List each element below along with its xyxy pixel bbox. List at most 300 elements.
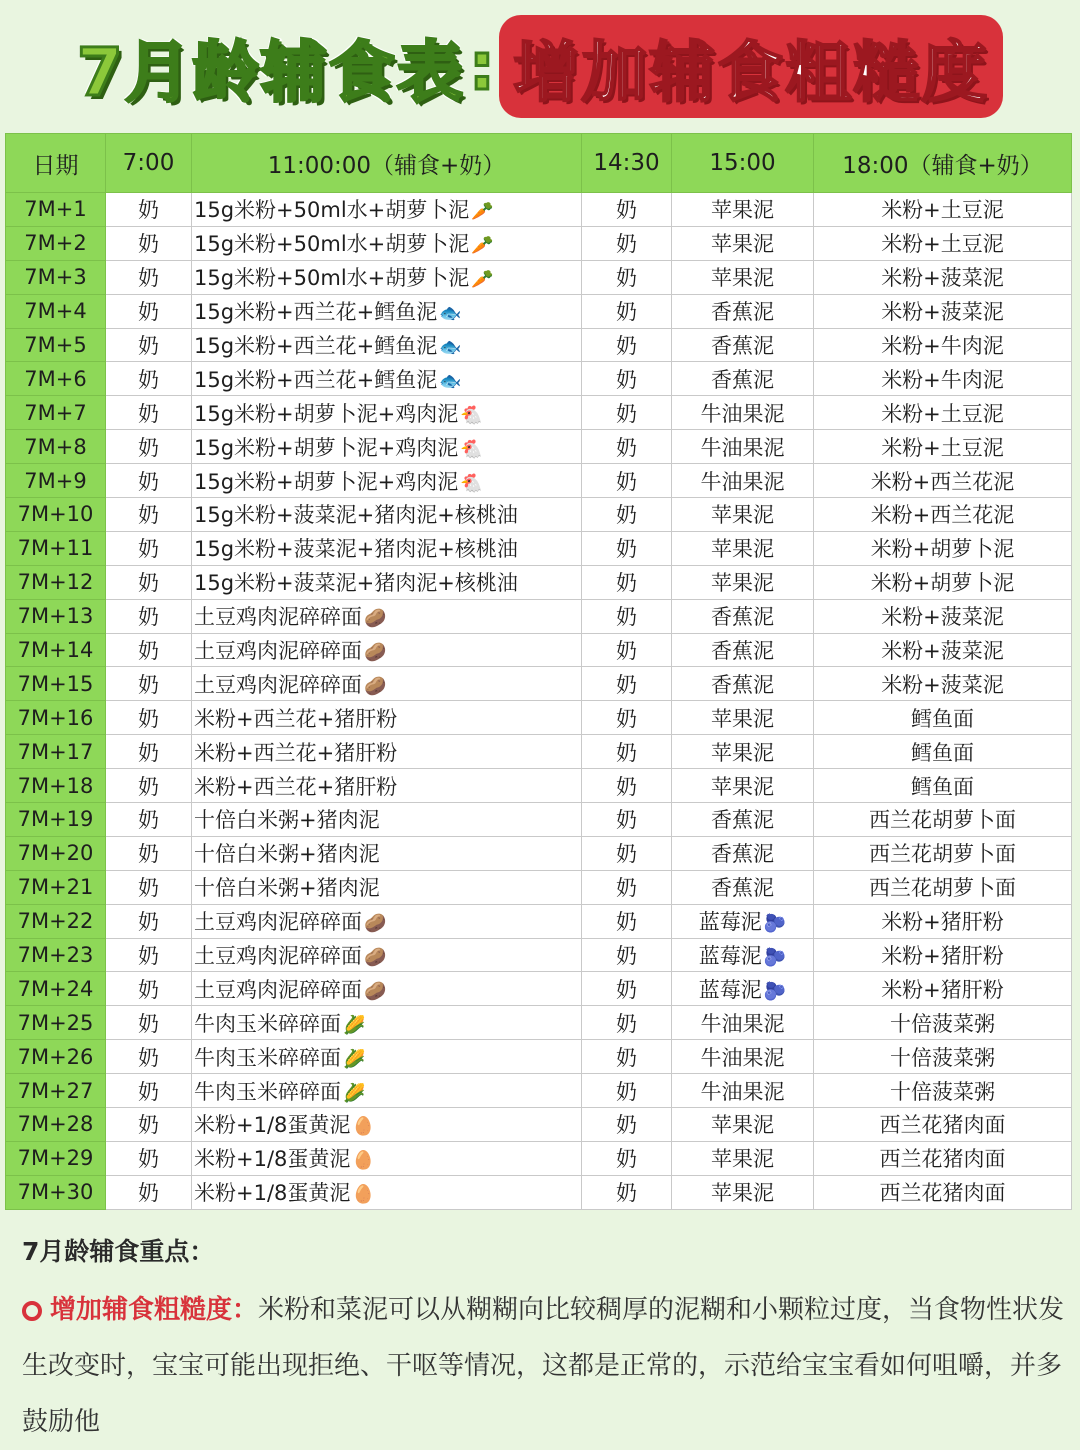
cell-0700 <box>106 430 192 464</box>
cell-1500 <box>672 328 814 362</box>
cell-1500-text: 牛油果泥 <box>700 1011 785 1036</box>
cell-0700 <box>106 226 192 260</box>
cell-1430 <box>582 1141 672 1175</box>
cell-1800 <box>814 362 1072 396</box>
cell-1800 <box>814 328 1072 362</box>
cell-1430-text: 奶 <box>616 1147 637 1172</box>
table-row <box>6 1006 1072 1040</box>
cell-1430 <box>582 904 672 938</box>
cell-0700 <box>106 260 192 294</box>
cell-0700-text: 奶 <box>138 977 159 1002</box>
cell-1100-text: 十倍白米粥+猪肉泥 <box>194 876 380 901</box>
cell-1430 <box>582 701 672 735</box>
cell-1500 <box>672 362 814 396</box>
cell-1500 <box>672 464 814 498</box>
cell-1430 <box>582 226 672 260</box>
food-emoji-icon: 🐔 <box>460 404 483 426</box>
cell-1430 <box>582 803 672 837</box>
cell-0700 <box>106 938 192 972</box>
cell-1800-text: 米粉+猪肝粉 <box>881 910 1004 935</box>
cell-0700 <box>106 362 192 396</box>
table-row <box>6 362 1072 396</box>
cell-1430 <box>582 531 672 565</box>
cell-0700 <box>106 1074 192 1108</box>
cell-0700-text: 奶 <box>138 367 159 392</box>
cell-1430 <box>582 1040 672 1074</box>
cell-date-text: 7M+29 <box>17 1146 94 1171</box>
cell-1500 <box>672 972 814 1006</box>
cell-1500-text: 苹果泥 <box>711 706 774 731</box>
cell-1800-text: 米粉+土豆泥 <box>881 198 1004 223</box>
cell-0700-text: 奶 <box>138 1011 159 1036</box>
cell-1500-text: 蓝莓泥 <box>698 910 762 935</box>
table-row <box>6 226 1072 260</box>
food-emoji-icon: 🫐 <box>763 980 787 1002</box>
food-emoji-icon: 🥔 <box>364 675 387 697</box>
cell-1100-text: 十倍白米粥+猪肉泥 <box>194 808 380 833</box>
cell-1500-text: 香蕉泥 <box>711 334 774 358</box>
cell-1430 <box>582 1108 672 1142</box>
cell-1100 <box>192 701 582 735</box>
cell-1800 <box>814 1040 1072 1074</box>
cell-1430-text: 奶 <box>616 334 637 358</box>
cell-1100-text: 米粉+1/8蛋黄泥 <box>194 1181 351 1206</box>
table-row <box>6 1108 1072 1142</box>
cell-1100-text: 土豆鸡肉泥碎碎面 <box>194 639 362 664</box>
cell-0700 <box>106 667 192 701</box>
cell-1800 <box>814 803 1072 837</box>
red-circle-icon <box>22 1301 42 1321</box>
cell-1500-text: 苹果泥 <box>711 774 774 799</box>
cell-1800-text: 米粉+西兰花泥 <box>870 503 1015 528</box>
cell-1100 <box>192 328 582 362</box>
cell-1430 <box>582 1074 672 1108</box>
cell-1500-text: 牛油果泥 <box>700 401 785 426</box>
cell-date <box>6 1074 106 1108</box>
cell-1430-text: 奶 <box>616 1011 637 1036</box>
cell-1500-text: 苹果泥 <box>711 537 774 562</box>
cell-1800-text: 西兰花猪肉面 <box>879 1181 1006 1206</box>
food-emoji-icon: 🥕 <box>471 269 494 291</box>
cell-1100 <box>192 769 582 803</box>
table-row <box>6 1074 1072 1108</box>
cell-0700-text: 奶 <box>138 571 159 596</box>
cell-1800 <box>814 904 1072 938</box>
cell-1800-text: 十倍菠菜粥 <box>890 1045 995 1070</box>
cell-0700-text: 奶 <box>138 300 159 325</box>
cell-1100-text: 米粉+西兰花+猪肝粉 <box>194 774 398 799</box>
cell-1100 <box>192 1006 582 1040</box>
cell-1800-text: 米粉+牛肉泥 <box>881 334 1004 358</box>
cell-date-text: 7M+7 <box>24 400 87 425</box>
cell-1800 <box>814 294 1072 328</box>
cell-0700 <box>106 565 192 599</box>
page-title <box>0 0 1080 132</box>
food-emoji-icon: 🫐 <box>763 947 787 969</box>
cell-1500 <box>672 599 814 633</box>
cell-date <box>6 498 106 532</box>
cell-1800-text: 米粉+土豆泥 <box>881 232 1004 257</box>
cell-1100-text: 15g米粉+菠菜泥+猪肉泥+核桃油 <box>194 503 518 528</box>
cell-1800 <box>814 1108 1072 1142</box>
cell-1500-text: 香蕉泥 <box>711 367 774 392</box>
cell-0700 <box>106 531 192 565</box>
table-row <box>6 430 1072 464</box>
cell-1500-text: 香蕉泥 <box>711 876 774 901</box>
cell-date <box>6 836 106 870</box>
header-0700: 7:00 <box>106 134 192 193</box>
cell-1100-text: 15g米粉+胡萝卜泥+鸡肉泥 <box>194 435 459 460</box>
cell-date-text: 7M+11 <box>17 536 94 561</box>
cell-1430 <box>582 193 672 227</box>
cell-1500 <box>672 396 814 430</box>
cell-1800 <box>814 769 1072 803</box>
cell-1430-text: 奶 <box>616 706 637 731</box>
cell-date <box>6 701 106 735</box>
cell-date <box>6 294 106 328</box>
cell-1430 <box>582 565 672 599</box>
cell-date-text: 7M+22 <box>17 909 94 934</box>
food-emoji-icon: 🥔 <box>364 980 387 1002</box>
cell-1500 <box>672 938 814 972</box>
cell-1500-text: 香蕉泥 <box>711 300 774 325</box>
cell-1430 <box>582 260 672 294</box>
cell-0700-text: 奶 <box>138 740 159 765</box>
cell-0700 <box>106 1040 192 1074</box>
cell-0700-text: 奶 <box>138 503 159 528</box>
cell-0700 <box>106 1141 192 1175</box>
cell-1430-text: 奶 <box>616 1181 637 1206</box>
cell-1100 <box>192 870 582 904</box>
cell-1800 <box>814 565 1072 599</box>
food-emoji-icon: 🥕 <box>471 201 494 223</box>
cell-1430-text: 奶 <box>616 1079 637 1104</box>
cell-1100-text: 15g米粉+菠菜泥+猪肉泥+核桃油 <box>194 537 518 562</box>
cell-date <box>6 531 106 565</box>
cell-0700 <box>106 701 192 735</box>
cell-1430-text: 奶 <box>616 469 637 494</box>
cell-1500-text: 牛油果泥 <box>700 1079 785 1104</box>
cell-0700-text: 奶 <box>138 1113 159 1138</box>
cell-1430-text: 奶 <box>616 503 637 528</box>
title-part1: 7月龄辅食表 <box>76 33 465 111</box>
cell-1800 <box>814 1006 1072 1040</box>
cell-1500 <box>672 667 814 701</box>
cell-1800 <box>814 1074 1072 1108</box>
cell-date <box>6 1141 106 1175</box>
cell-date <box>6 362 106 396</box>
cell-1500 <box>672 633 814 667</box>
cell-1500-text: 牛油果泥 <box>700 469 785 494</box>
cell-1500-text: 香蕉泥 <box>711 672 774 697</box>
cell-date-text: 7M+24 <box>17 976 94 1001</box>
cell-1100-text: 15g米粉+西兰花+鳕鱼泥 <box>194 300 438 325</box>
cell-1500 <box>672 565 814 599</box>
cell-1100 <box>192 972 582 1006</box>
cell-1100 <box>192 531 582 565</box>
cell-1100 <box>192 193 582 227</box>
cell-1800 <box>814 1175 1072 1209</box>
cell-1800-text: 米粉+菠菜泥 <box>881 605 1004 630</box>
cell-1800-text: 米粉+牛肉泥 <box>881 367 1004 392</box>
cell-1800 <box>814 430 1072 464</box>
notes-text: 米粉和菜泥可以从糊糊向比较稠厚的泥糊和小颗粒过度，当食物性状发生改变时，宝宝可能出现拒绝、干呕等情况，这都是正常的，示范给宝宝看如何咀嚼，并多鼓励他 <box>22 1295 1065 1437</box>
cell-1430 <box>582 633 672 667</box>
cell-1100-text: 土豆鸡肉泥碎碎面 <box>194 672 362 697</box>
cell-date-text: 7M+6 <box>24 366 87 391</box>
cell-date <box>6 1175 106 1209</box>
cell-date <box>6 193 106 227</box>
cell-1500 <box>672 430 814 464</box>
cell-date <box>6 633 106 667</box>
food-emoji-icon: 🥚 <box>352 1184 375 1206</box>
cell-1100-text: 牛肉玉米碎碎面 <box>194 1011 341 1036</box>
cell-0700-text: 奶 <box>138 808 159 833</box>
cell-0700 <box>106 972 192 1006</box>
cell-1100 <box>192 1175 582 1209</box>
table-row <box>6 565 1072 599</box>
cell-1500 <box>672 769 814 803</box>
cell-1800 <box>814 735 1072 769</box>
cell-1430 <box>582 769 672 803</box>
cell-date <box>6 1040 106 1074</box>
cell-0700 <box>106 396 192 430</box>
table-row <box>6 396 1072 430</box>
cell-0700-text: 奶 <box>138 232 159 257</box>
cell-1100 <box>192 836 582 870</box>
food-emoji-icon: 🥚 <box>352 1116 375 1138</box>
cell-1800 <box>814 938 1072 972</box>
cell-date-text: 7M+9 <box>24 468 87 493</box>
cell-1430 <box>582 599 672 633</box>
title-colon: : <box>468 27 496 105</box>
cell-1430-text: 奶 <box>616 537 637 562</box>
cell-1430-text: 奶 <box>616 198 637 223</box>
cell-0700 <box>106 294 192 328</box>
cell-1100 <box>192 260 582 294</box>
cell-0700-text: 奶 <box>138 639 159 664</box>
food-emoji-icon: 🥔 <box>364 913 387 935</box>
cell-1800-text: 米粉+胡萝卜泥 <box>870 571 1015 596</box>
cell-1500-text: 苹果泥 <box>711 1181 774 1206</box>
cell-date <box>6 803 106 837</box>
cell-1430-text: 奶 <box>616 740 637 765</box>
cell-1800 <box>814 226 1072 260</box>
cell-1500 <box>672 260 814 294</box>
table-row <box>6 701 1072 735</box>
cell-date-text: 7M+14 <box>17 638 94 663</box>
cell-1500-text: 牛油果泥 <box>700 1045 785 1070</box>
cell-1500 <box>672 803 814 837</box>
table-row <box>6 769 1072 803</box>
table-row <box>6 836 1072 870</box>
cell-0700 <box>106 769 192 803</box>
cell-0700-text: 奶 <box>138 537 159 562</box>
cell-1430-text: 奶 <box>616 672 637 697</box>
cell-1100 <box>192 396 582 430</box>
cell-1800-text: 西兰花胡萝卜面 <box>869 876 1016 901</box>
cell-date-text: 7M+2 <box>24 231 87 256</box>
table-row <box>6 193 1072 227</box>
cell-date <box>6 735 106 769</box>
header-1100: 11:00:00（辅食+奶） <box>192 134 582 193</box>
cell-1430 <box>582 294 672 328</box>
cell-1100-text: 米粉+1/8蛋黄泥 <box>194 1147 351 1172</box>
cell-1430-text: 奶 <box>616 774 637 799</box>
cell-1100 <box>192 667 582 701</box>
cell-1800 <box>814 464 1072 498</box>
cell-1500-text: 苹果泥 <box>711 198 774 223</box>
food-emoji-icon: 🐟 <box>439 370 462 392</box>
header-1800: 18:00（辅食+奶） <box>814 134 1072 193</box>
cell-0700-text: 奶 <box>138 469 159 494</box>
cell-1800 <box>814 667 1072 701</box>
cell-1100 <box>192 294 582 328</box>
cell-date <box>6 599 106 633</box>
cell-1100-text: 土豆鸡肉泥碎碎面 <box>194 910 362 935</box>
cell-0700-text: 奶 <box>138 944 159 969</box>
cell-1430-text: 奶 <box>616 435 637 460</box>
cell-date <box>6 667 106 701</box>
cell-1430 <box>582 836 672 870</box>
cell-0700-text: 奶 <box>138 876 159 901</box>
cell-0700-text: 奶 <box>138 1079 159 1104</box>
cell-0700-text: 奶 <box>138 1147 159 1172</box>
cell-date-text: 7M+23 <box>17 943 94 968</box>
header-1500: 15:00 <box>672 134 814 193</box>
cell-date-text: 7M+17 <box>17 739 94 764</box>
cell-1800-text: 十倍菠菜粥 <box>890 1079 995 1104</box>
cell-1500 <box>672 701 814 735</box>
notes-body <box>22 1282 1068 1450</box>
cell-1100 <box>192 1108 582 1142</box>
food-emoji-icon: 🌽 <box>343 1048 366 1070</box>
table-header-row <box>6 134 1072 193</box>
cell-1500-text: 香蕉泥 <box>711 842 774 867</box>
cell-1100 <box>192 1074 582 1108</box>
cell-1500-text: 蓝莓泥 <box>698 944 762 969</box>
cell-1430 <box>582 1175 672 1209</box>
cell-1500 <box>672 1074 814 1108</box>
cell-1430-text: 奶 <box>616 842 637 867</box>
table-row <box>6 294 1072 328</box>
header-1430: 14:30 <box>582 134 672 193</box>
cell-1800-text: 鳕鱼面 <box>911 740 974 765</box>
table-row <box>6 803 1072 837</box>
cell-1430 <box>582 667 672 701</box>
cell-0700-text: 奶 <box>138 1181 159 1206</box>
cell-1500-text: 苹果泥 <box>711 232 774 257</box>
cell-1800-text: 西兰花胡萝卜面 <box>869 808 1016 833</box>
cell-0700-text: 奶 <box>138 774 159 799</box>
cell-1800-text: 十倍菠菜粥 <box>890 1011 995 1036</box>
food-emoji-icon: 🫐 <box>763 913 787 935</box>
cell-1430-text: 奶 <box>616 401 637 426</box>
cell-1800 <box>814 972 1072 1006</box>
cell-date-text: 7M+3 <box>24 265 87 290</box>
cell-1430-text: 奶 <box>616 1113 637 1138</box>
notes-section <box>22 1232 1068 1450</box>
cell-1100 <box>192 938 582 972</box>
table-row <box>6 464 1072 498</box>
cell-date-text: 7M+28 <box>17 1112 94 1137</box>
cell-date <box>6 328 106 362</box>
title-part2: 增加辅食粗糙度 <box>499 15 1003 118</box>
cell-1800 <box>814 260 1072 294</box>
food-emoji-icon: 🐔 <box>460 438 483 460</box>
cell-1800 <box>814 633 1072 667</box>
cell-0700 <box>106 498 192 532</box>
cell-date-text: 7M+10 <box>17 502 94 527</box>
cell-0700 <box>106 735 192 769</box>
cell-1430 <box>582 362 672 396</box>
cell-1500-text: 香蕉泥 <box>711 808 774 833</box>
cell-1800-text: 米粉+西兰花泥 <box>870 469 1015 494</box>
cell-1800 <box>814 531 1072 565</box>
cell-1430 <box>582 430 672 464</box>
cell-1100-text: 牛肉玉米碎碎面 <box>194 1045 341 1070</box>
table-row <box>6 938 1072 972</box>
cell-1100-text: 土豆鸡肉泥碎碎面 <box>194 944 362 969</box>
cell-1100-text: 米粉+西兰花+猪肝粉 <box>194 740 398 765</box>
cell-1430 <box>582 464 672 498</box>
cell-1500-text: 苹果泥 <box>711 503 774 528</box>
cell-date-text: 7M+4 <box>24 299 87 324</box>
cell-0700 <box>106 633 192 667</box>
cell-1100 <box>192 735 582 769</box>
cell-1430 <box>582 498 672 532</box>
cell-date <box>6 396 106 430</box>
cell-1100-text: 土豆鸡肉泥碎碎面 <box>194 977 362 1002</box>
cell-0700 <box>106 904 192 938</box>
cell-1500-text: 香蕉泥 <box>711 639 774 664</box>
food-emoji-icon: 🥔 <box>364 947 387 969</box>
cell-date <box>6 464 106 498</box>
cell-1800-text: 米粉+胡萝卜泥 <box>870 537 1015 562</box>
cell-1500 <box>672 294 814 328</box>
cell-date <box>6 1108 106 1142</box>
cell-date-text: 7M+5 <box>24 333 87 357</box>
cell-date-text: 7M+21 <box>17 875 94 900</box>
cell-date-text: 7M+20 <box>17 841 94 866</box>
cell-1500 <box>672 836 814 870</box>
cell-1430-text: 奶 <box>616 232 637 257</box>
cell-1100 <box>192 803 582 837</box>
cell-1430-text: 奶 <box>616 876 637 901</box>
cell-1430 <box>582 972 672 1006</box>
cell-1430-text: 奶 <box>616 910 637 935</box>
cell-1500 <box>672 1006 814 1040</box>
cell-date <box>6 769 106 803</box>
table-row <box>6 498 1072 532</box>
cell-1500 <box>672 735 814 769</box>
cell-0700-text: 奶 <box>138 1045 159 1070</box>
cell-1800-text: 米粉+土豆泥 <box>881 435 1004 460</box>
cell-1100 <box>192 1141 582 1175</box>
cell-date-text: 7M+30 <box>17 1180 94 1205</box>
cell-1500-text: 苹果泥 <box>711 1113 774 1138</box>
table-row <box>6 1141 1072 1175</box>
cell-date <box>6 260 106 294</box>
cell-date-text: 7M+13 <box>17 604 94 629</box>
cell-0700 <box>106 464 192 498</box>
cell-0700-text: 奶 <box>138 605 159 630</box>
table-row <box>6 1040 1072 1074</box>
cell-1430 <box>582 396 672 430</box>
cell-1800-text: 米粉+菠菜泥 <box>881 639 1004 664</box>
cell-date-text: 7M+25 <box>17 1010 94 1035</box>
cell-1430-text: 奶 <box>616 1045 637 1070</box>
